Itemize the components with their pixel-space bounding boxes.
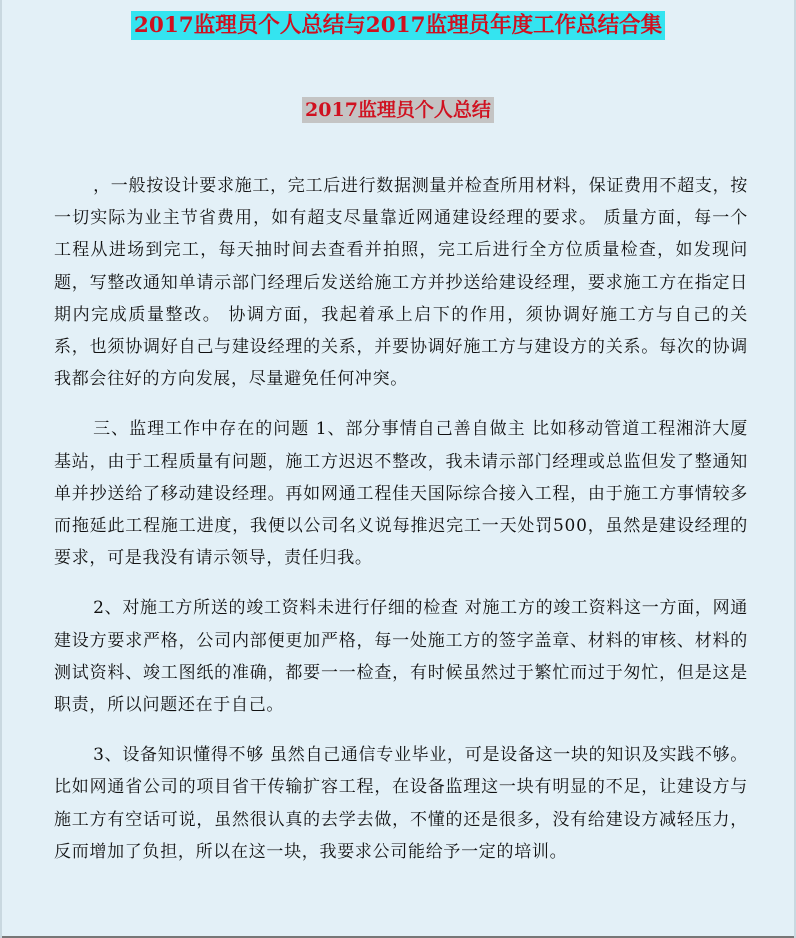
document-title: 2017监理员个人总结与2017监理员年度工作总结合集 [131, 11, 665, 40]
document-body [54, 170, 748, 886]
section-title-block [2, 95, 794, 122]
paragraph-1: ，一般按设计要求施工，完工后进行数据测量并检查所用材料，保证费用不超支，按一切实际为业主节省费用，如有超支尽量靠近网通建设经理的要求。 质量方面，每一个工程从进场到完工，每天抽时间去查看并拍照，完工后进行全方位质量检查，如发现问题，写整改通知单请示部门经理后发送给施工方并抄送给建设经理，要求施工方在指定日期内完成质量整改。 协调方面，我起着承上启下的作用，须协调好施工方与自己的关系，也须协调好自己与建设经理的关系，并要协调好施工方与建设方的关系。每次的协调我都会往好的方向发展，尽量避免任何冲突。 [54, 176, 748, 390]
paragraph-2: 三、监理工作中存在的问题 1、部分事情自己善自做主 比如移动管道工程湘浒大厦基站，由于工程质量有问题，施工方迟迟不整改，我未请示部门经理或总监但发了整通知单并抄送给了移动建设经理。再如网通工程佳天国际综合接入工程，由于施工方事情较多而拖延此工程施工进度，我便以公司名义说每推迟完工一天处罚500，虽然是建设经理的要求，可是我没有请示领导，责任归我。 [54, 419, 748, 569]
paragraph-3: 2、对施工方所送的竣工资料未进行仔细的检查 对施工方的竣工资料这一方面，网通建设方要求严格，公司内部便更加严格，每一处施工方的签字盖章、材料的审核、材料的测试资料、竣工图纸的准确，都要一一检查，有时候虽然过于繁忙而过于匆忙，但是这是职责，所以问题还在于自己。 [54, 598, 748, 716]
paragraph-4: 3、设备知识懂得不够 虽然自己通信专业毕业，可是设备这一块的知识及实践不够。比如网通省公司的项目省干传输扩容工程，在设备监理这一块有明显的不足，让建设方与施工方有空话可说，虽然很认真的去学去做，不懂的还是很多，没有给建设方减轻压力，反而增加了负担，所以在这一块，我要求公司能给予一定的培训。 [54, 745, 748, 862]
document-title-block [2, 8, 794, 39]
section-title: 2017监理员个人总结 [302, 97, 494, 123]
